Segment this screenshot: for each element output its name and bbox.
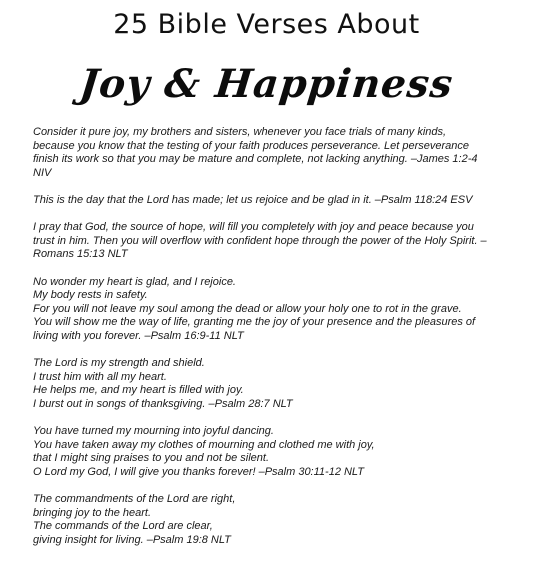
verse-line: I burst out in songs of thanksgiving. –Psalm 28:7 NLT [33,397,293,410]
verse-line: The commands of the Lord are clear, [33,520,213,533]
verse-block [33,425,513,479]
verse-block [33,276,513,344]
verse-line: You will show me the way of life, granting me the joy of your presence and the pleasures of [33,316,476,329]
verse-line: bringing joy to the heart. [33,506,152,519]
verse-line: O Lord my God, I will give you thanks forever! –Psalm 30:11-12 NLT [33,465,364,478]
verse-line: NIV [33,166,52,179]
verse-line: You have taken away my clothes of mourning and clothed me with joy, [33,438,375,451]
verse-line: My body rests in safety. [33,289,148,302]
verse-line: No wonder my heart is glad, and I rejoice. [33,275,236,288]
verse-block [33,126,513,180]
verse-line: I trust him with all my heart. [33,370,167,383]
verse-line: because you know that the testing of your faith produces perseverance. Let perseverance [33,139,469,152]
verse-line: You have turned my mourning into joyful dancing. [33,425,274,438]
verse-block [33,221,513,262]
verse-list [33,126,513,561]
verse-line: He helps me, and my heart is filled with joy. [33,384,244,397]
verse-line: This is the day that the Lord has made; let us rejoice and be glad in it. –Psalm 118:24 ESV [33,193,473,206]
verse-line: trust in him. Then you will overflow with confident hope through the power of the Holy Spirit. – [33,234,487,247]
verse-line: The Lord is my strength and shield. [33,357,205,370]
verse-line: Consider it pure joy, my brothers and sisters, whenever you face trials of many kinds, [33,126,447,138]
verse-line: The commandments of the Lord are right, [33,493,236,506]
verse-block [33,194,513,208]
verse-line: For you will not leave my soul among the dead or allow your holy one to rot in the grave. [33,302,462,315]
verse-line: living with you forever. –Psalm 16:9-11 NLT [33,329,244,342]
page-title: 25 Bible Verses About [113,9,420,40]
verse-block [33,357,513,411]
verse-line: that I might sing praises to you and not be silent. [33,452,270,465]
verse-block [33,493,513,547]
page-subtitle: Joy & Happiness [77,61,456,107]
verse-line: I pray that God, the source of hope, will fill you completely with joy and peace because you [33,221,474,234]
verse-line: finish its work so that you may be mature and complete, not lacking anything. –James 1:2-4 [33,153,478,166]
verse-line: giving insight for living. –Psalm 19:8 NLT [33,533,231,546]
verse-line: Romans 15:13 NLT [33,248,128,261]
